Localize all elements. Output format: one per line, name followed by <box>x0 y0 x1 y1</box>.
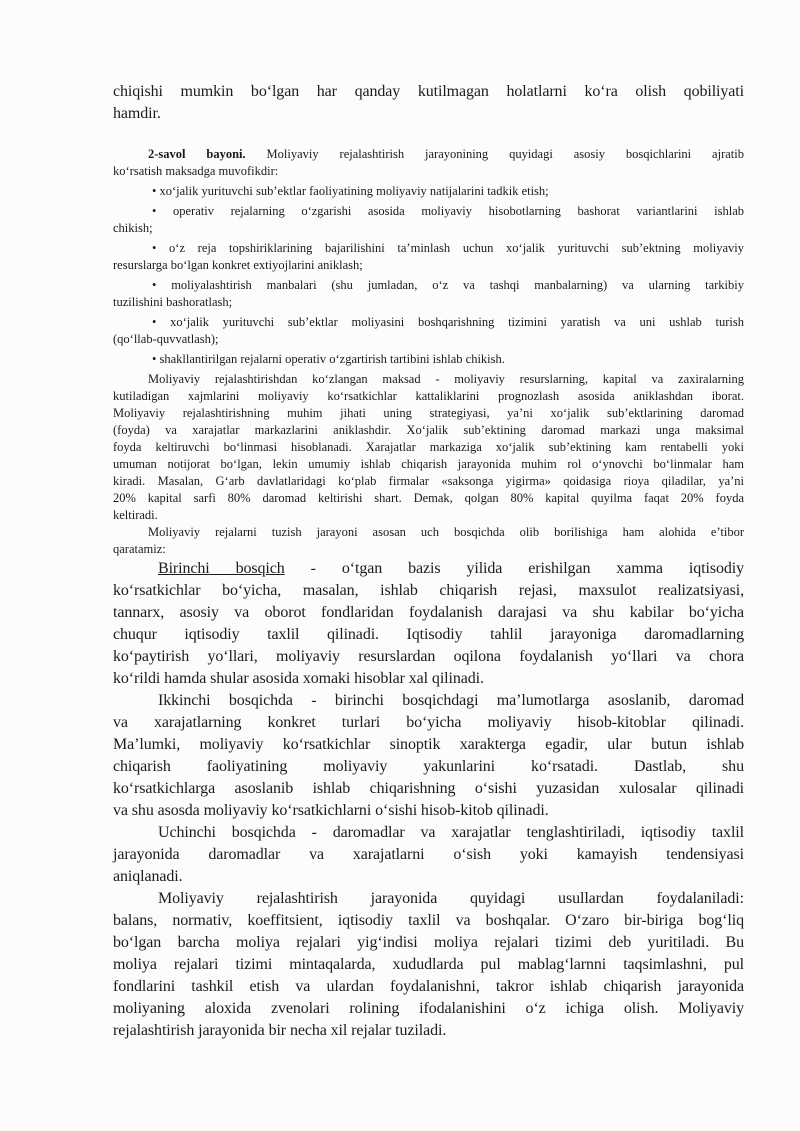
text-line: Ikkinchi bosqichda - birinchi bosqichdagi ma’lumotlarga asoslanib, daromad <box>158 692 744 709</box>
text-line: moliya rejalari tizimi mintaqalarda, xududlarda pul mablag‘larnni taqsimlashni, pul <box>113 956 744 973</box>
bullet-item-5 <box>113 314 744 348</box>
text-line: hamdir. <box>113 105 161 122</box>
stage-one-lead-rest: - o‘tgan bazis yilida erishilgan xamma iqtisodiy <box>284 560 744 577</box>
text-line: va shu asosda moliyaviy ko‘rsatkichlarni o‘sishi hisob-kitob qilinadi. <box>113 802 549 819</box>
text-line: Moliyaviy rejalashtirishdan ko‘zlangan maksad - moliyaviy resurslarning, kapital va zaxiralarning <box>148 372 744 386</box>
bullet-list <box>113 183 744 368</box>
text-line: • xo‘jalik yurituvchi sub’ektlar moliyasini boshqarishning tizimini yaratish va uni ushlab turish <box>152 315 744 329</box>
stage-one-rest <box>113 580 744 690</box>
question-heading-rest: Moliyaviy rejalashtirish jarayonining quyidagi asosiy bosqichlarini ajratib <box>245 147 744 161</box>
text-line: • operativ rejalarning o‘zgarishi asosida moliyaviy hisobotlarning bashorat variantlarini ishlab <box>152 204 744 218</box>
stage-one-lead-underlined: Birinchi bosqich <box>158 560 285 577</box>
text-line: kiradi. Masalan, G‘arb davlatlaridagi ko‘plab firmalar «saksonga yigirma» qoidasiga rioya qiladilar, ya’ni <box>113 474 744 488</box>
text-line: Moliyaviy rejalarni tuzish jarayoni asosan uch bosqichda olib borilishiga ham alohida e’tibor <box>148 525 744 539</box>
text-line <box>113 558 744 580</box>
stage-three-paragraph <box>113 822 744 888</box>
text-line: chikish; <box>113 221 153 235</box>
text-line: • moliyalashtirish manbalari (shu jumladan, o‘z va tashqi manbalarning) va ularning tarkibiy <box>152 278 744 292</box>
text-line: resurslarga bo‘lgan konkret extiyojlarini aniklash; <box>113 258 363 272</box>
question-intro-rest <box>113 163 744 180</box>
bullet-item-1 <box>113 183 744 200</box>
text-line: (qo‘llab-quvvatlash); <box>113 332 219 346</box>
text-line: rejalashtirish jarayonida bir necha xil rejalar tuziladi. <box>113 1022 447 1039</box>
text-line: foyda keltiruvchi bo‘linmasi hisoblanadi. Xarajatlar markaziga xo‘jalik sub’ektining kam rentabelli yoki <box>113 440 744 454</box>
text-line: • shakllantirilgan rejalarni operativ o‘zgartirish tartibini ishlab chikish. <box>152 352 505 366</box>
text-column <box>113 81 744 1042</box>
bullet-item-3 <box>113 240 744 274</box>
text-line: jarayonida daromadlar va xarajatlarni o‘sish yoki kamayish tendensiyasi <box>113 846 744 863</box>
text-line: tannarx, asosiy va oborot fondlaridan foydalanish darajasi va shu kabilar bo‘yicha <box>113 604 744 621</box>
text-line: 20% kapital sarfi 80% daromad keltirishi shart. Demak, qolgan 80% kapital quyilma faqat 20% foyda <box>113 491 744 505</box>
text-line: ko‘paytirish yo‘llari, moliyaviy resurslardan oqilona foydalanish yo‘llari va chora <box>113 648 744 665</box>
text-line: ko‘rsatish maksadga muvofikdir: <box>113 164 279 178</box>
text-line <box>113 146 744 163</box>
text-line: chiqarish faoliyatining moliyaviy yakunlarini ko‘rsatadi. Dastlab, shu <box>113 758 744 775</box>
text-line: (foyda) va xarajatlar markazlarini aniklashdir. Xo‘jalik sub’ektining daromad markazi unga maksimal <box>113 423 744 437</box>
text-line: bo‘lgan barcha moliya rejalari yig‘indisi moliya rejalari tizimi deb yuritiladi. Bu <box>113 934 744 951</box>
text-line: aniqlanadi. <box>113 868 183 885</box>
text-line: keltiradi. <box>113 508 158 522</box>
text-line: va xarajatlarning konkret turlari bo‘yicha moliyaviy hisob-kitoblar qilinadi. <box>113 714 744 731</box>
bullet-item-2 <box>113 203 744 237</box>
text-line: umuman notijorat bo‘lgan, lekin umumiy ishlab chiqarish jarayonida muhim rol o‘ynovchi bo‘linmalar ham <box>113 457 744 471</box>
text-line: ko‘rsatkichlar bo‘yicha, masalan, ishlab chiqarish rejasi, maxsulot realizatsiyasi, <box>113 582 744 599</box>
text-line: kutiladigan xajmlarini moliyaviy ko‘rsatkichlar kattaliklarini prognozlash asosida aniklashdan iborat. <box>113 389 744 403</box>
text-line: chiqishi mumkin bo‘lgan har qanday kutilmagan holatlarni ko‘ra olish qobiliyati <box>113 83 744 100</box>
methods-paragraph <box>113 888 744 1042</box>
text-line: moliyaning aloxida zvenolari rolining ifodalanishini o‘z ichiga olish. Moliyaviy <box>113 1000 744 1017</box>
question-heading-bold: 2-savol bayoni. <box>148 147 246 161</box>
bullet-item-4 <box>113 277 744 311</box>
text-line: ko‘rildi hamda shular asosida xomaki hisoblar xal qilinadi. <box>113 670 484 687</box>
text-line: Uchinchi bosqichda - daromadlar va xarajatlar tenglashtiriladi, iqtisodiy taxlil <box>158 824 744 841</box>
text-line: chuqur iqtisodiy taxlil qilinadi. Iqtisodiy tahlil jarayoniga daromadlarning <box>113 626 744 643</box>
question-intro-paragraph <box>113 146 744 180</box>
text-line: fondlarini tashkil etish va ulardan foydalanishni, takror ishlab chiqarish jarayonida <box>113 978 744 995</box>
text-line: Moliyaviy rejalashtirishning muhim jihati uning strategiyasi, ya’ni xo‘jalik sub’ektlarining daromad <box>113 406 744 420</box>
bullet-item-6 <box>113 351 744 368</box>
text-line: Moliyaviy rejalashtirish jarayonida quyidagi usullardan foydalaniladi: <box>158 890 744 907</box>
stage-one-paragraph <box>113 558 744 690</box>
text-line: • xo‘jalik yurituvchi sub’ektlar faoliyatining moliyaviy natijalarini tadkik etish; <box>152 184 549 198</box>
three-stages-lead-paragraph <box>113 524 744 558</box>
continued-intro-paragraph <box>113 81 744 125</box>
text-line: balans, normativ, koeffitsient, iqtisodiy taxlil va boshqalar. O‘zaro bir-biriga bog‘liq <box>113 912 744 929</box>
purpose-paragraph <box>113 371 744 524</box>
text-line: ko‘rsatkichlarga asoslanib ishlab chiqarishning o‘sishi yuzasidan xulosalar qilinadi <box>113 780 744 797</box>
text-line: • o‘z reja topshiriklarining bajarilishini ta’minlash uchun xo‘jalik yurituvchi sub’ektning moliyaviy <box>152 241 744 255</box>
text-line: tuzilishini bashoratlash; <box>113 295 233 309</box>
stage-two-paragraph <box>113 690 744 822</box>
text-line: qaratamiz: <box>113 542 166 556</box>
text-line: Ma’lumki, moliyaviy ko‘rsatkichlar sinoptik xarakterga egadir, ular butun ishlab <box>113 736 744 753</box>
